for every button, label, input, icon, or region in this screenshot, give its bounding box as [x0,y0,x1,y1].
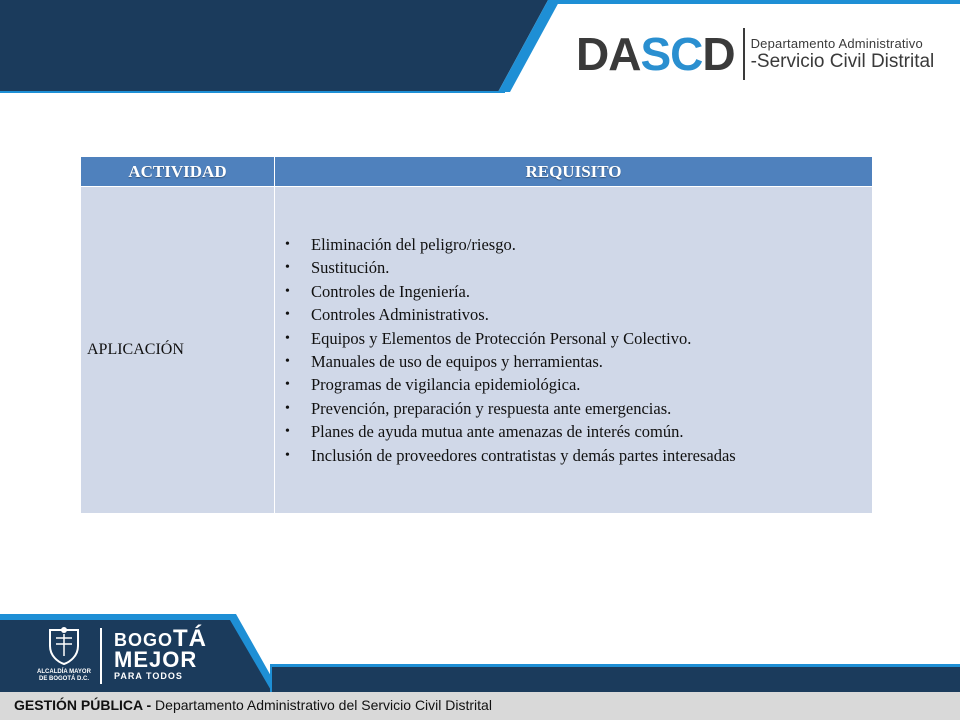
footer-caption-bold: GESTIÓN PÚBLICA - [14,697,152,713]
bogota-line1-b: TÁ [173,625,208,652]
header-requisito: REQUISITO [275,157,873,187]
list-item: • Prevención, preparación y respuesta ante emergencias. [311,397,871,420]
requirements-table [80,156,873,514]
requirements-cell [275,187,873,514]
footer-caption [14,697,492,713]
list-item: • Equipos y Elementos de Protección Personal y Colectivo. [311,327,871,350]
table-header-row [81,157,873,187]
list-item: • Planes de ayuda mutua ante amenazas de interés común. [311,420,871,443]
logo-line1: Departamento Administrativo [750,36,923,51]
header-actividad: ACTIVIDAD [81,157,275,187]
logo-mark-suffix: D [702,28,735,80]
header-top-strip [546,0,960,4]
bogota-mejor-logo [114,625,208,682]
list-item: • Programas de vigilancia epidemiológica. [311,373,871,396]
logo-divider [743,28,745,80]
footer-dark-line [272,667,960,692]
logo-text [751,37,935,71]
activity-cell: APLICACIÓN [81,187,275,514]
list-item: • Controles de Ingeniería. [311,280,871,303]
footer-caption-rest: Departamento Administrativo del Servicio Civil Distrital [151,697,492,713]
header-dark-band [0,0,548,92]
list-item: • Controles Administrativos. [311,303,871,326]
footer-divider [100,628,102,684]
coat-of-arms-icon [46,626,82,666]
list-item: • Manuales de uso de equipos y herramientas. [311,350,871,373]
list-item: • Inclusión de proveedores contratistas y demás partes interesadas [311,444,871,467]
escudo-label: ALCALDÍA MAYOR DE BOGOTÁ D.C. [37,669,91,682]
bogota-coat-of-arms [36,626,92,683]
bogota-line2: MEJOR [114,647,198,672]
logo-mark-accent: SC [640,28,703,80]
logo-line2: -Servicio Civil Distrital [750,51,935,72]
logo-mark-prefix: DA [576,28,641,80]
table-row [81,187,873,514]
dascd-logo-mark [576,28,735,80]
bogota-line3: PARA TODOS [114,671,183,681]
list-item: • Sustitución. [311,256,871,279]
bogota-line1-a: BOGO [114,630,174,650]
header-bottom-line [0,91,505,93]
requirements-list [276,233,871,467]
dascd-logo [576,26,934,82]
list-item: • Eliminación del peligro/riesgo. [311,233,871,256]
